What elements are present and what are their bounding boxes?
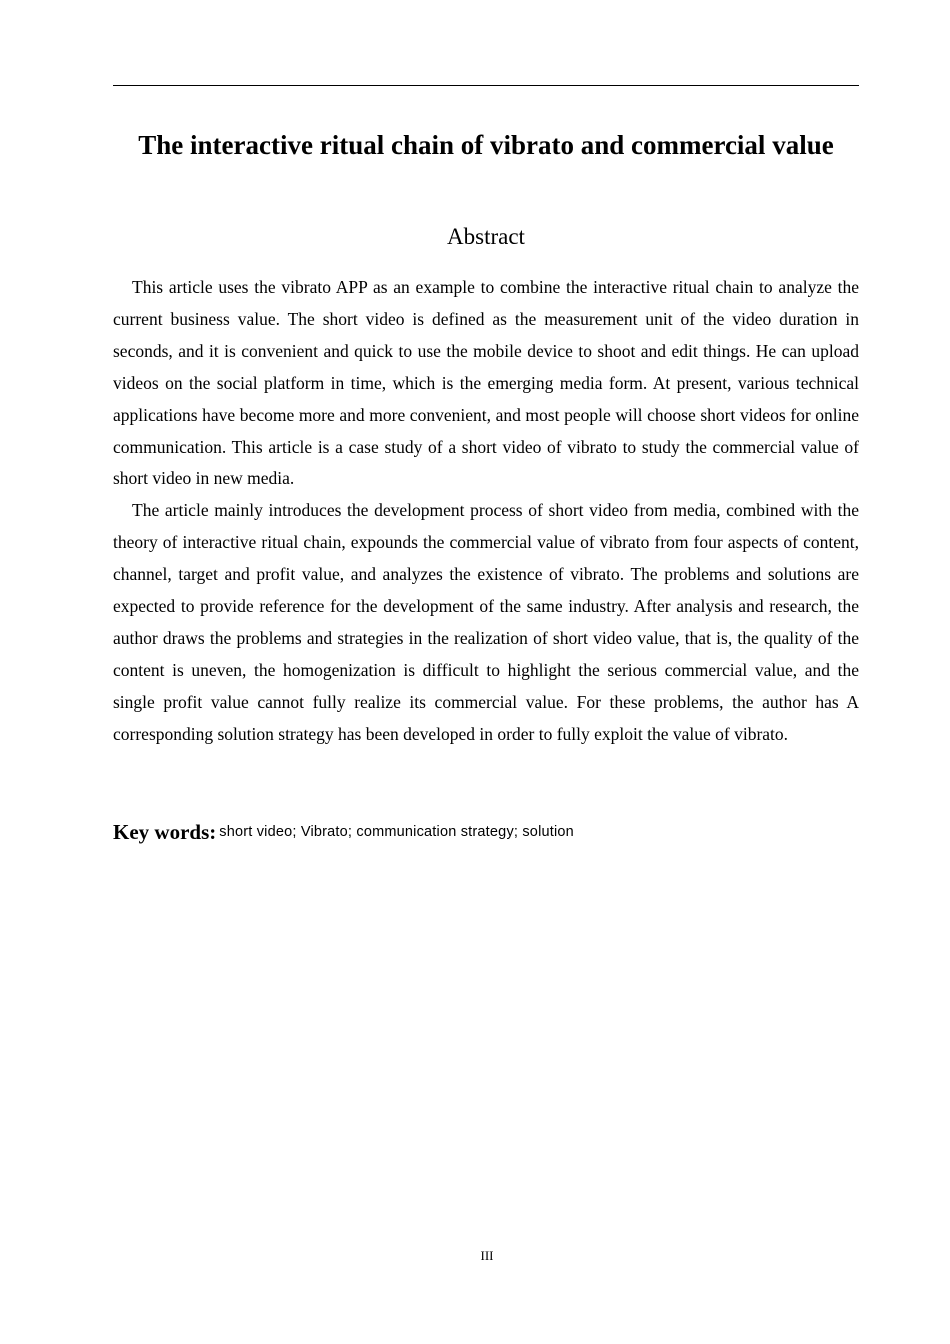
keywords-label: Key words: bbox=[113, 820, 217, 844]
keywords-values: short video; Vibrato; communication strategy; solution bbox=[219, 824, 574, 840]
abstract-heading: Abstract bbox=[447, 224, 525, 249]
keywords-line bbox=[113, 820, 859, 845]
abstract-paragraph-2: The article mainly introduces the development process of short video from media, combined with the theory of interactive ritual chain, expounds the commercial value of vibrato from four aspects of content, channel, target and profit value, and analyzes the existence of vibrato. The problems and solutions are expected to provide reference for the development of the same industry. After analysis and research, the author draws the problems and strategies in the realization of short video value, that is, the quality of the content is uneven, the homogenization is difficult to highlight the serious commercial value, and the single profit value cannot fully realize its commercial value. For these problems, the author has A corresponding solution strategy has been developed in order to fully exploit the value of vibrato. bbox=[113, 500, 859, 744]
paper-title: The interactive ritual chain of vibrato and commercial value bbox=[138, 130, 834, 160]
header-rule bbox=[113, 85, 859, 86]
abstract-body bbox=[113, 272, 859, 751]
page-number: III bbox=[480, 1248, 494, 1263]
abstract-paragraph-1: This article uses the vibrato APP as an example to combine the interactive ritual chain to analyze the current business value. The short video is defined as the measurement unit of the video duration in seconds, and it is convenient and quick to use the mobile device to shoot and edit things. He can upload videos on the social platform in time, which is the emerging media form. At present, various technical applications have become more and more convenient, and most people will choose short videos for online communication. This article is a case study of a short video of vibrato to study the commercial value of short video in new media. bbox=[113, 277, 859, 489]
